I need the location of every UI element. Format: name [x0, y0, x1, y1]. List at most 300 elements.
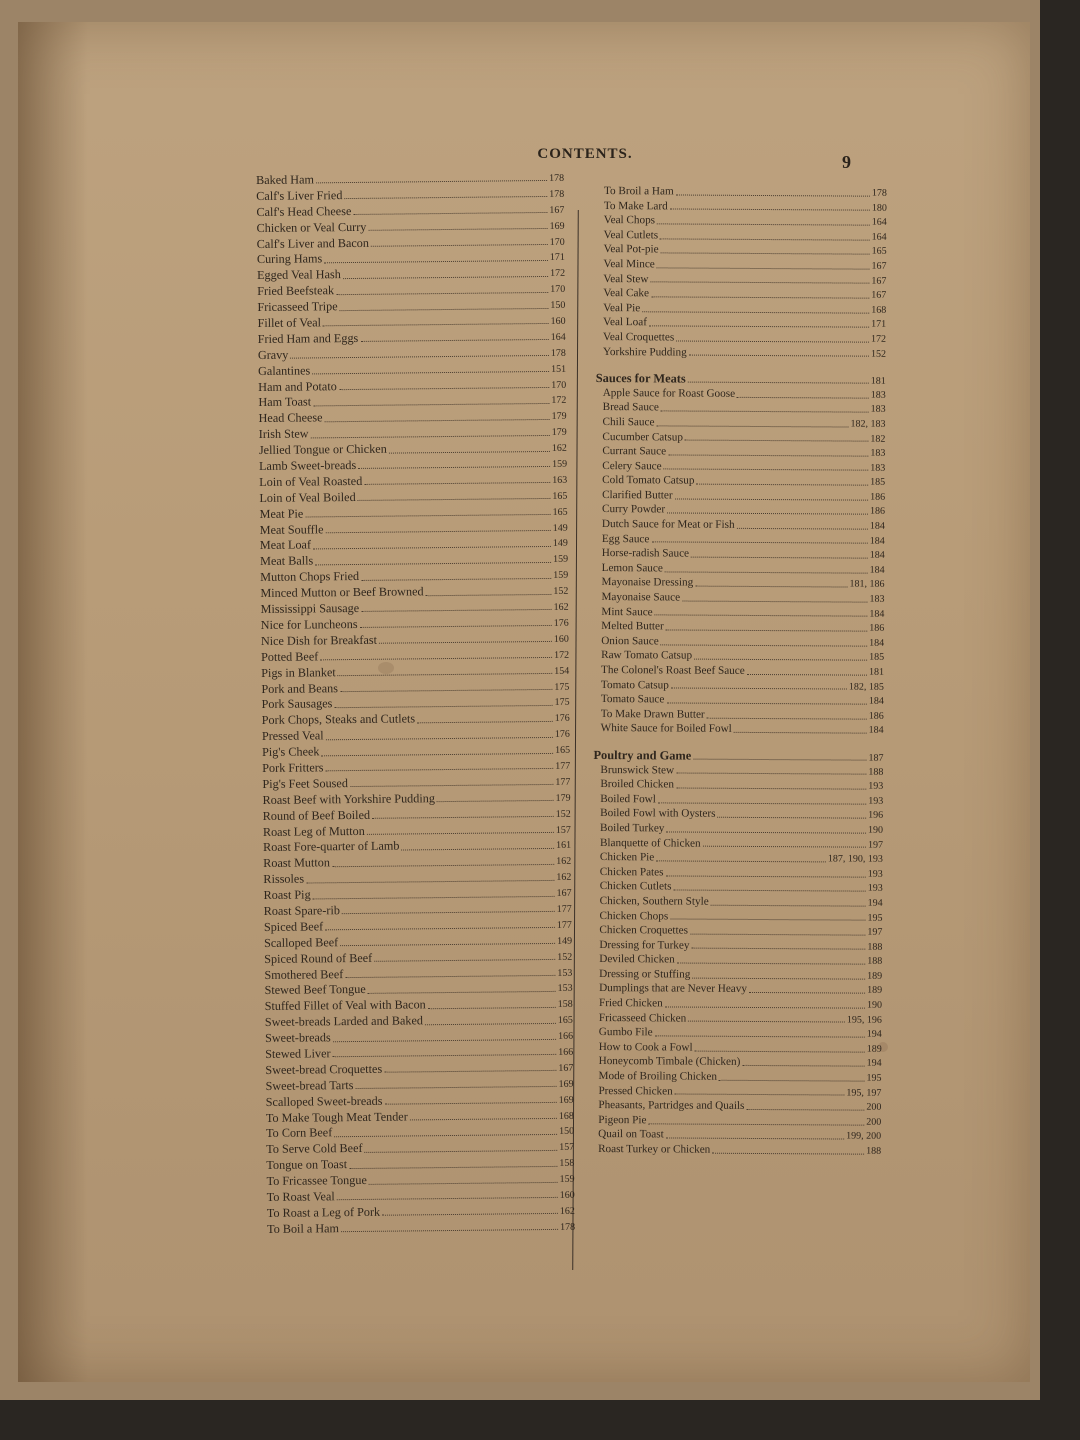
toc-entry-title: Fricasseed Chicken: [598, 1011, 687, 1025]
dot-leader: [326, 737, 553, 740]
dot-leader: [676, 194, 870, 196]
toc-entry-page: 182, 183: [850, 418, 886, 430]
toc-entry-page: 160: [550, 315, 566, 327]
toc-entry-title: Pig's Feet Soused: [262, 775, 348, 791]
toc-entry-title: Meat Balls: [259, 553, 314, 569]
toc-entry-page: 152: [870, 348, 887, 360]
dot-leader: [664, 469, 869, 471]
toc-entry-page: 159: [552, 458, 568, 470]
dot-leader: [651, 296, 869, 298]
dot-leader: [333, 1038, 556, 1041]
toc-entry-title: Lamb Sweet-breads: [258, 457, 357, 474]
toc-entry-title: Nice for Luncheons: [260, 616, 358, 632]
dot-leader: [343, 276, 548, 279]
toc-entry-title: Roast Turkey or Chicken: [598, 1143, 711, 1156]
toc-entry-title: Apple Sauce for Roast Goose: [602, 386, 736, 400]
dot-leader: [410, 1118, 557, 1121]
toc-entry-page: 162: [556, 856, 572, 868]
toc-entry-page: 177: [555, 776, 571, 788]
toc-entry-title: Rissoles: [263, 871, 305, 887]
toc-entry-page: 185: [870, 476, 886, 489]
toc-entry-page: 184: [869, 608, 885, 620]
toc-entry-title: White Sauce for Boiled Fowl: [600, 722, 732, 736]
toc-entry-title: Tongue on Toast: [266, 1157, 348, 1173]
toc-entry-page: 183: [870, 447, 886, 459]
toc-entry-title: Dressing or Stuffing: [599, 967, 691, 981]
dot-leader: [661, 411, 869, 413]
toc-entry-title: Veal Stew: [603, 272, 649, 285]
toc-entry-page: 199, 200: [846, 1130, 882, 1143]
toc-entry-title: Stewed Beef Tongue: [264, 982, 366, 998]
dot-leader: [361, 609, 551, 612]
toc-entry-title: Veal Mince: [603, 258, 655, 271]
toc-entry-page: 164: [871, 216, 887, 228]
dot-leader: [717, 817, 866, 819]
toc-entry-title: Fried Ham and Eggs: [257, 330, 359, 346]
toc-entry-page: 183: [870, 403, 886, 416]
dot-leader: [389, 451, 550, 454]
toc-entry-page: 175: [554, 697, 570, 709]
toc-entry-page: 184: [869, 637, 885, 649]
toc-entry: [596, 345, 886, 361]
toc-entry-title: Egg Sauce: [601, 532, 650, 545]
toc-entry-title: Curing Hams: [256, 251, 323, 267]
toc-entry: [267, 1218, 575, 1237]
toc-entry-page: 149: [552, 522, 568, 534]
toc-entry-title: Cold Tomato Catsup: [602, 474, 695, 487]
toc-entry-title: Sweet-breads Larded and Baked: [264, 1013, 424, 1030]
dot-leader: [290, 355, 549, 359]
toc-entry-title: Boiled Turkey: [600, 821, 665, 835]
dot-leader: [337, 1197, 558, 1200]
toc-entry-title: To Roast Veal: [266, 1189, 335, 1204]
toc-entry-page: 177: [555, 760, 571, 772]
toc-entry-title: Onion Sauce: [601, 634, 659, 648]
dot-leader: [417, 721, 553, 723]
toc-entry-title: Boiled Fowl: [600, 792, 656, 806]
dot-leader: [656, 425, 848, 427]
toc-entry-page: 181, 186: [849, 578, 885, 591]
dot-leader: [353, 212, 547, 215]
dot-leader: [665, 875, 865, 877]
dot-leader: [367, 832, 554, 835]
dot-leader: [737, 528, 868, 530]
dot-leader: [666, 1138, 844, 1140]
toc-entry-page: 184: [869, 549, 885, 562]
toc-entry-page: 170: [550, 284, 566, 296]
dot-leader: [341, 1229, 558, 1232]
toc-entry-page: 189: [867, 970, 883, 982]
toc-entry-title: Pork Chops, Steaks and Cutlets: [261, 711, 416, 728]
toc-entry-page: 171: [871, 319, 887, 331]
toc-entry-title: Mint Sauce: [601, 605, 653, 618]
toc-entry-title: Sweet-bread Tarts: [265, 1077, 354, 1093]
toc-entry-page: 167: [558, 1062, 574, 1074]
dot-leader: [707, 717, 867, 719]
toc-entry-title: Veal Chops: [603, 214, 656, 227]
toc-entry-page: 178: [549, 188, 565, 200]
toc-entry-page: 181: [868, 666, 885, 678]
toc-entry-title: Veal Croquettes: [603, 330, 675, 344]
toc-entry-title: Chicken Croquettes: [599, 924, 689, 937]
dot-leader: [334, 1134, 557, 1137]
toc-entry-page: 180: [871, 202, 887, 214]
toc-entry-title: Veal Pot-pie: [603, 243, 659, 256]
toc-entry-title: Baked Ham: [256, 172, 315, 187]
contents-left-column: [256, 170, 575, 1238]
toc-entry-title: Chicken Chops: [599, 909, 669, 922]
toc-entry-title: Quail on Toast: [598, 1128, 664, 1141]
toc-entry-page: 172: [554, 649, 570, 661]
toc-entry-title: Chicken Cutlets: [599, 880, 672, 893]
toc-entry-page: 167: [549, 204, 565, 216]
dot-leader: [660, 238, 870, 240]
toc-entry-page: 167: [871, 275, 887, 287]
toc-entry-title: Melted Butter: [601, 620, 664, 633]
toc-entry-title: Smothered Beef: [264, 966, 344, 982]
toc-entry-page: 186: [869, 506, 886, 518]
dot-leader: [666, 831, 866, 833]
toc-entry-page: 193: [867, 868, 883, 880]
toc-entry-title: Yorkshire Pudding: [602, 345, 687, 359]
dot-leader: [670, 919, 865, 921]
toc-entry-title: Loin of Veal Boiled: [259, 489, 356, 505]
toc-entry: [591, 1142, 881, 1158]
dot-leader: [676, 340, 869, 342]
dot-leader: [734, 732, 867, 734]
dot-leader: [685, 440, 869, 442]
dot-leader: [651, 542, 867, 544]
toc-entry-page: 175: [554, 681, 570, 693]
dot-leader: [691, 948, 865, 950]
toc-entry-page: 200: [866, 1116, 882, 1128]
toc-entry-page: 197: [867, 839, 884, 851]
toc-entry-title: Lemon Sauce: [601, 561, 663, 575]
dot-leader: [428, 1007, 556, 1009]
toc-entry-title: Brunswick Stew: [600, 763, 675, 777]
toc-entry-title: To Make Lard: [603, 199, 668, 213]
dot-leader: [694, 659, 867, 661]
toc-entry-page: 169: [558, 1094, 574, 1106]
toc-entry-page: 176: [554, 728, 570, 741]
dot-leader: [374, 959, 555, 962]
toc-entry-title: Curry Powder: [601, 503, 666, 516]
dot-leader: [311, 435, 550, 439]
dot-leader: [746, 1109, 864, 1111]
toc-entry-page: 159: [553, 554, 569, 566]
toc-entry-title: Irish Stew: [258, 426, 309, 442]
toc-entry-title: Chicken or Veal Curry: [256, 219, 367, 235]
toc-entry-title: Spiced Round of Beef: [264, 950, 373, 966]
toc-entry-title: Fillet of Veal: [257, 315, 322, 331]
dot-leader: [305, 514, 550, 518]
toc-entry-title: Horse-radish Sauce: [601, 547, 690, 560]
dot-leader: [688, 1021, 845, 1023]
toc-entry-title: Dressing for Turkey: [599, 938, 690, 952]
toc-entry-title: Fried Beefsteak: [257, 283, 335, 299]
dot-leader: [437, 800, 554, 802]
toc-entry-page: 184: [869, 520, 885, 532]
toc-entry-page: 164: [550, 331, 566, 343]
toc-entry-page: 193: [868, 780, 884, 792]
toc-entry-page: 194: [866, 1028, 882, 1041]
toc-entry-page: 149: [557, 935, 573, 947]
dot-leader: [323, 323, 549, 326]
toc-entry-title: To Make Drawn Butter: [600, 707, 705, 721]
toc-entry-page: 162: [556, 871, 572, 884]
toc-entry-title: Loin of Veal Roasted: [259, 473, 363, 489]
toc-entry-title: Roast Leg of Mutton: [262, 823, 365, 839]
toc-entry-title: Deviled Chicken: [599, 953, 675, 966]
toc-entry-page: 167: [871, 260, 887, 272]
toc-entry-title: Scalloped Beef: [263, 934, 339, 950]
toc-entry-title: Clarified Butter: [602, 488, 673, 502]
toc-entry-page: 184: [868, 695, 884, 707]
dot-leader: [326, 768, 554, 771]
toc-entry-page: 157: [559, 1142, 575, 1154]
toc-entry-title: Veal Pie: [603, 301, 641, 315]
toc-entry-title: Veal Cutlets: [603, 228, 659, 242]
toc-entry-page: 183: [870, 389, 886, 401]
toc-entry-title: To Make Tough Meat Tender: [265, 1109, 408, 1125]
toc-entry-title: Spiced Beef: [263, 919, 324, 934]
toc-entry-page: 196: [868, 810, 884, 822]
dot-leader: [369, 1181, 558, 1184]
toc-entry-title: Calf's Liver and Bacon: [256, 235, 369, 251]
toc-entry-title: Roast Spare-rib: [263, 903, 340, 918]
dot-leader: [324, 260, 548, 263]
dot-leader: [384, 1070, 556, 1073]
toc-entry-page: 179: [555, 792, 571, 804]
toc-entry-title: Chicken Pates: [599, 865, 664, 879]
dot-leader: [358, 466, 550, 469]
dot-leader: [682, 600, 867, 602]
toc-entry-title: Meat Souffle: [259, 521, 324, 537]
toc-entry-title: Roast Pig: [263, 887, 311, 903]
toc-entry-page: 167: [871, 289, 887, 301]
toc-entry-title: Sweet-bread Croquettes: [265, 1061, 383, 1077]
toc-entry-title: Mississippi Sausage: [260, 600, 360, 617]
toc-entry-title: Meat Loaf: [259, 537, 312, 553]
toc-entry-title: Pigeon Pie: [598, 1113, 647, 1127]
toc-entry-title: Calf's Liver Fried: [256, 187, 343, 203]
toc-entry-title: Gravy: [257, 347, 289, 362]
toc-entry-page: 152: [555, 808, 571, 820]
toc-entry-title: Currant Sauce: [602, 445, 667, 458]
toc-entry-page: 165: [557, 1014, 573, 1027]
toc-entry-page: 190: [868, 824, 884, 836]
toc-entry-title: Sweet-breads: [264, 1030, 331, 1046]
dot-leader: [371, 244, 548, 247]
dot-leader: [671, 688, 847, 690]
dot-leader: [365, 1150, 558, 1153]
toc-entry-title: Raw Tomato Catsup: [601, 649, 693, 662]
toc-entry-title: Gumbo File: [598, 1026, 653, 1039]
toc-entry-page: 162: [559, 1205, 575, 1217]
toc-entry-page: 159: [553, 570, 569, 582]
dot-leader: [690, 933, 865, 935]
toc-entry-page: 186: [870, 491, 886, 503]
dot-leader: [666, 629, 868, 631]
dot-leader: [315, 562, 551, 565]
toc-entry-page: 151: [551, 363, 567, 375]
dot-leader: [325, 419, 550, 422]
toc-entry-page: 193: [868, 795, 884, 807]
dot-leader: [360, 625, 552, 628]
toc-entry-page: 159: [559, 1173, 575, 1185]
dot-leader: [712, 1153, 864, 1155]
toc-entry-title: Blanquette of Chicken: [599, 836, 701, 850]
toc-entry-page: 188: [866, 1145, 882, 1157]
toc-entry-title: Fricasseed Tripe: [257, 299, 338, 315]
dot-leader: [358, 498, 551, 501]
toc-entry-page: 188: [868, 766, 884, 778]
toc-entry-page: 188: [867, 955, 883, 968]
dot-leader: [379, 641, 552, 644]
dot-leader: [673, 890, 865, 892]
toc-entry-title: Scalloped Sweet-breads: [265, 1093, 383, 1109]
toc-entry-page: 162: [553, 601, 569, 613]
toc-entry-title: Pork Sausages: [261, 696, 333, 712]
dot-leader: [361, 578, 551, 581]
toc-entry-title: Honeycomb Timbale (Chicken): [598, 1055, 741, 1069]
dot-leader: [368, 228, 547, 231]
toc-entry-page: 185: [869, 652, 885, 664]
dot-leader: [345, 975, 555, 978]
dot-leader: [661, 253, 870, 255]
toc-entry-page: 179: [551, 411, 567, 423]
dot-leader: [321, 752, 553, 755]
dot-leader: [668, 454, 868, 456]
toc-entry-page: 178: [549, 172, 565, 184]
toc-entry-page: 184: [869, 564, 885, 576]
toc-entry-page: 184: [868, 725, 884, 737]
toc-entry-page: 168: [871, 304, 887, 316]
toc-entry-page: 169: [549, 220, 565, 232]
toc-entry-title: Ham Toast: [258, 394, 312, 410]
toc-entry-page: 152: [553, 585, 569, 598]
toc-entry-page: 187, 190, 193: [827, 853, 883, 865]
toc-entry-page: 157: [555, 824, 571, 836]
page-title: CONTENTS.: [537, 146, 633, 162]
dot-leader: [320, 657, 552, 660]
toc-entry-title: Minced Mutton or Beef Browned: [260, 584, 424, 601]
toc-entry-title: Jellied Tongue or Chicken: [258, 441, 387, 458]
toc-entry-page: 197: [867, 926, 883, 938]
toc-entry-page: 150: [558, 1126, 575, 1138]
toc-entry-title: Galantines: [257, 363, 311, 378]
toc-entry-page: 195, 197: [846, 1087, 882, 1099]
dot-leader: [325, 927, 555, 930]
dot-leader: [333, 1054, 557, 1057]
toc-entry-page: 190: [866, 999, 883, 1011]
toc-entry-title: Pork Fritters: [262, 760, 324, 775]
toc-entry-title: Celery Sauce: [602, 459, 662, 473]
toc-entry-title: Pressed Chicken: [598, 1084, 673, 1098]
page-number: 9: [842, 152, 851, 172]
toc-entry-page: 189: [867, 985, 883, 997]
dot-leader: [350, 784, 553, 787]
toc-entry-title: Pigs in Blanket: [261, 664, 336, 680]
toc-entry-page: 153: [557, 967, 573, 979]
toc-entry-page: 194: [867, 897, 883, 909]
toc-entry-title: Mutton Chops Fried: [260, 569, 360, 585]
toc-entry-page: 160: [553, 633, 569, 645]
toc-entry-title: The Colonel's Roast Beef Sauce: [600, 664, 745, 677]
toc-entry-page: 195, 196: [846, 1014, 882, 1026]
dot-leader: [655, 1035, 865, 1037]
toc-entry-title: Sauces for Meats: [595, 371, 686, 386]
toc-entry-page: 152: [557, 951, 573, 963]
dot-leader: [642, 311, 869, 313]
dot-leader: [695, 586, 847, 588]
toc-entry-page: 165: [552, 506, 568, 518]
dot-leader: [657, 267, 870, 269]
dot-leader: [360, 339, 548, 342]
page-fold-shadow: [18, 22, 88, 1382]
toc-entry-page: 158: [559, 1157, 575, 1170]
toc-entry-page: 153: [557, 983, 573, 995]
dot-leader: [703, 846, 866, 848]
toc-entry-page: 167: [556, 887, 572, 899]
dot-leader: [657, 223, 870, 225]
dot-leader: [742, 1065, 864, 1067]
toc-entry-page: 164: [871, 231, 887, 243]
toc-entry-page: 182, 185: [848, 681, 884, 693]
dot-leader: [676, 787, 866, 789]
toc-entry-page: 149: [552, 538, 568, 550]
toc-entry-page: 183: [870, 462, 886, 474]
toc-entry-page: 178: [550, 347, 566, 359]
toc-entry-page: 150: [550, 299, 566, 312]
toc-entry-title: Veal Loaf: [603, 316, 647, 329]
toc-entry-page: 200: [866, 1101, 882, 1113]
toc-entry-page: 179: [551, 427, 567, 439]
dot-leader: [368, 991, 556, 994]
dot-leader: [688, 381, 869, 383]
toc-entry-title: How to Cook a Fowl: [598, 1040, 693, 1054]
toc-entry-page: 193: [867, 882, 883, 895]
dot-leader: [332, 864, 554, 867]
toc-entry-page: 166: [558, 1030, 574, 1042]
toc-entry-page: 177: [556, 919, 572, 931]
toc-entry-title: Dutch Sauce for Meat or Fish: [601, 518, 735, 531]
toc-entry-page: 161: [556, 840, 572, 852]
toc-entry-title: Veal Cake: [603, 287, 650, 300]
toc-entry-title: Boiled Fowl with Oysters: [600, 807, 716, 821]
dot-leader: [372, 816, 554, 819]
toc-entry-title: Stewed Liver: [265, 1046, 331, 1061]
dot-leader: [692, 977, 865, 979]
contents-right-column: [591, 184, 887, 1158]
dot-leader: [677, 963, 866, 965]
toc-entry-page: 177: [556, 903, 572, 915]
toc-entry-page: 188: [867, 941, 883, 953]
dot-leader: [316, 180, 547, 183]
dot-leader: [364, 482, 550, 485]
toc-entry-title: Mayonaise Dressing: [601, 576, 694, 590]
toc-entry-page: 169: [558, 1078, 574, 1090]
dot-leader: [691, 557, 868, 559]
dot-leader: [649, 325, 869, 327]
toc-entry-page: 178: [871, 187, 887, 199]
dot-leader: [695, 1050, 865, 1052]
toc-entry-page: 171: [549, 252, 565, 264]
dot-leader: [426, 594, 552, 596]
toc-entry-title: Dumplings that are Never Heavy: [599, 982, 747, 996]
dot-leader: [665, 1006, 865, 1008]
dot-leader: [676, 773, 866, 775]
